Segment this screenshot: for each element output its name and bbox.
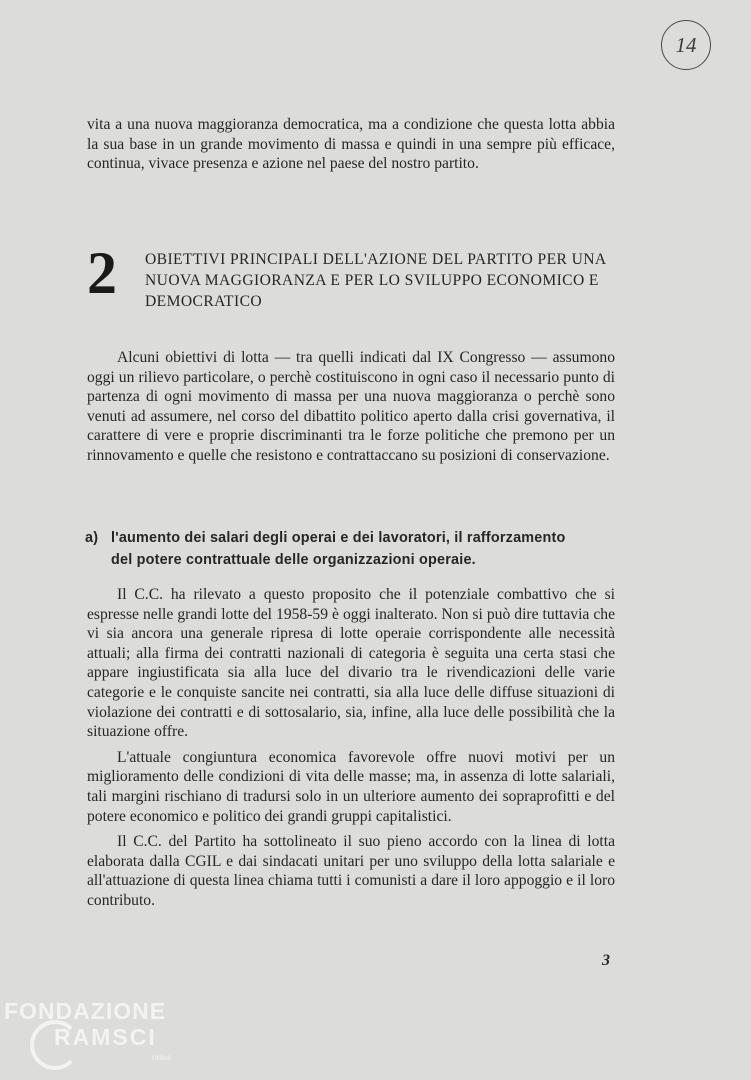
- subsection-title-line1: [85, 527, 617, 549]
- intro-paragraph-text: vita a una nuova maggioranza democratica, ma a condizione che questa lotta abbia la sua base in un grande movimento di massa e quindi in una sempre più efficace, continua, vivace presenza e azione nel paese del nostro partito.: [87, 116, 615, 173]
- subsection-title-line2: del potere contrattuale delle organizzazioni operaie.: [111, 552, 476, 568]
- watermark-line3: onlus: [152, 1053, 172, 1062]
- body-paragraph: Il C.C. del Partito ha sottolineato il suo pieno accordo con la linea di lotta elaborata dalla CGIL e dai sindacati unitari per uno sviluppo della lotta salariale e all'attuazione di questa linea chiama tutti i comunisti a dare il loro appoggio e il loro contributo.: [87, 833, 615, 909]
- subsection-title-text1: l'aumento dei salari degli operai e dei lavoratori, il rafforzamento: [111, 530, 566, 546]
- handwritten-page-number: 14: [661, 20, 711, 70]
- watermark-line2: RAMSCI: [54, 1024, 157, 1050]
- section-paragraph-text: Alcuni obiettivi di lotta — tra quelli indicati dal IX Congresso — assumono oggi un rilievo particolare, o perchè costituiscono in ogni caso il necessario punto di partenza di ogni movimento di massa per una nuova maggioranza o perchè sono venuti ad assumere, nel corso del dibattito politico aperto dalla crisi governativa, il carattere di vere e proprie discriminanti tra le forze politiche che premono per un rinnovamento e quelle che resistono e contrattaccano su posizioni di conservazione.: [87, 349, 615, 464]
- subsection-body: [87, 585, 615, 911]
- page-number: 3: [602, 952, 610, 969]
- body-paragraph: L'attuale congiuntura economica favorevole offre nuovi motivi per un miglioramento delle condizioni di vita delle masse; ma, in assenza di lotte salariali, tali margini rischiano di tradursi solo in un ulteriore aumento dei sopraprofitti e del potere economico e politico dei grandi gruppi capitalistici.: [87, 748, 615, 825]
- watermark-line1: FONDAZIONE: [4, 998, 167, 1024]
- subsection-marker: a): [85, 530, 99, 546]
- section-title: OBIETTIVI PRINCIPALI DELL'AZIONE DEL PARTITO PER UNA NUOVA MAGGIORANZA E PER LO SVILUPPO ECONOMICO E DEMOCRATICO: [145, 251, 606, 310]
- watermark-logo: [4, 998, 204, 1076]
- section-intro-paragraph: [87, 348, 615, 466]
- section-number: 2: [87, 240, 117, 306]
- subsection-heading: [85, 527, 617, 571]
- section-heading: [87, 240, 617, 315]
- body-paragraph: Il C.C. ha rilevato a questo proposito che il potenziale combattivo che si espresse nelle grandi lotte del 1958-59 è oggi inalterato. Non si può dire tuttavia che vi sia ancora una generale ripresa di lotte operaie corrispondente alle necessità attuali; alla firma dei contratti nazionali di categoria è seguita una certa stasi che appare ingiustificata sia alla luce del divario tra le rivendicazioni delle varie categorie e le conquiste sancite nei contratti, sia alla luce delle diffuse situazioni di violazione dei contratti e di sottosalario, sia, infine, alla luce delle possibilità che la situazione offre.: [87, 586, 615, 741]
- intro-paragraph: [87, 115, 615, 174]
